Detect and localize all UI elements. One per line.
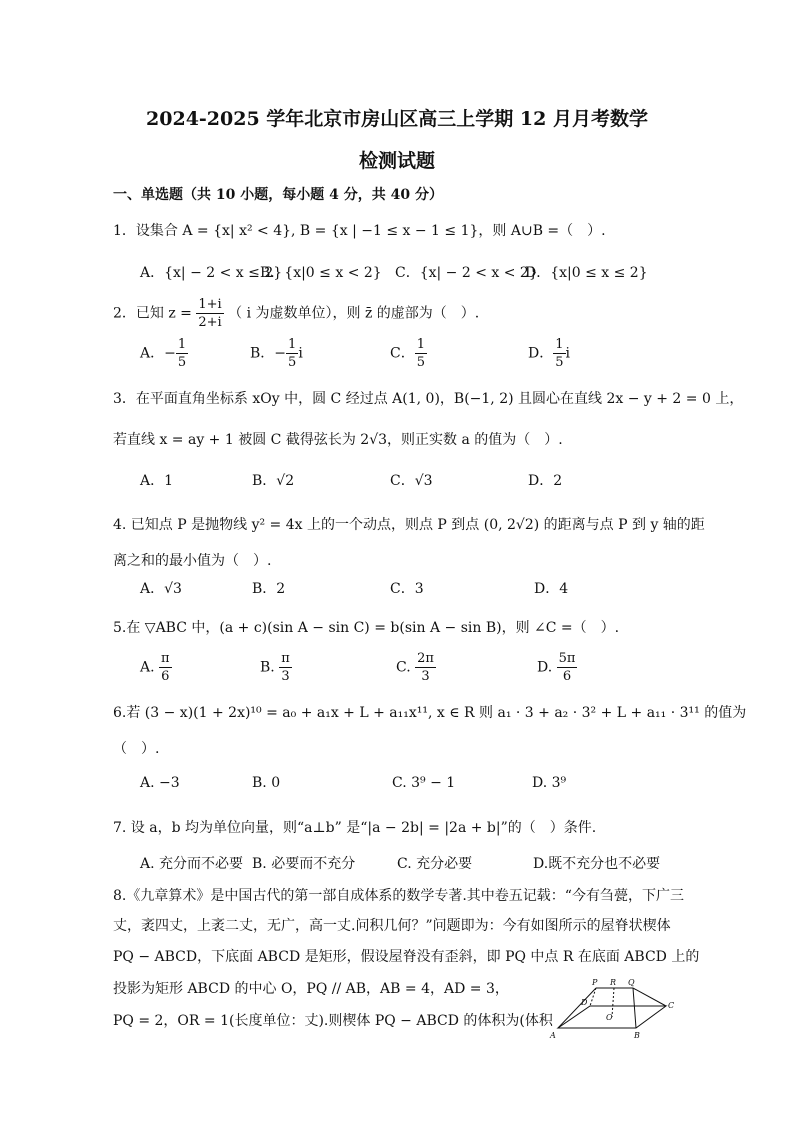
label-o: O (606, 1013, 613, 1022)
q5-option-c (396, 652, 436, 683)
q4-option-d: D．4 (534, 581, 569, 597)
q2-option-c-letter: C． (390, 345, 415, 362)
q5-option-d (537, 652, 577, 683)
q5-option-d-letter: D. (537, 659, 553, 676)
q1-option-a: A．{x| − 2 < x ≤ 2} (140, 265, 283, 281)
page-title: 2024-2025 学年北京市房山区高三上学期 12 月月考数学 (146, 108, 648, 130)
q5-option-b-letter: B. (260, 659, 275, 676)
q2-option-a-num: 1 (177, 337, 187, 352)
q5-option-a-num: π (161, 651, 170, 666)
q5-option-a-den: 6 (161, 669, 170, 684)
label-d: D (581, 998, 588, 1007)
q2-stem-pre: 2．已知 z = (113, 305, 192, 322)
q5-option-b-num: π (281, 651, 290, 666)
q7-option-c: C. 充分必要 (397, 856, 473, 872)
q2-option-d-fraction (553, 338, 565, 369)
label-b: B (634, 1031, 640, 1040)
q5-option-c-den: 3 (421, 669, 430, 684)
q2-option-d-suffix: i (565, 345, 570, 362)
q2-option-a-sign: − (164, 345, 176, 362)
edge-pa (558, 988, 596, 1028)
q4-option-a: A．√3 (140, 581, 182, 597)
q5-option-b (260, 652, 292, 683)
q5-option-a-fraction (159, 652, 172, 683)
question-8-line-4: 投影为矩形 ABCD 的中心 O，PQ // AB，AB = 4，AD = 3， (113, 981, 509, 997)
q5-option-d-fraction (557, 652, 578, 683)
q1-option-d: D．{x|0 ≤ x ≤ 2} (525, 265, 648, 281)
question-8-line-5: PQ = 2，OR = 1(长度单位：丈).则楔体 PQ − ABCD 的体积为(体积 (113, 1013, 553, 1029)
q7-option-b: B. 必要而不充分 (252, 856, 356, 872)
q5-option-c-num: 2π (417, 651, 434, 666)
question-3-stem-line-2: 若直线 x = ay + 1 被圆 C 截得弦长为 2√3，则正实数 a 的值为（ ）. (113, 432, 563, 448)
q6-option-b: B. 0 (252, 775, 281, 791)
q2-option-d-den: 5 (555, 355, 564, 370)
q5-option-a-letter: A. (140, 659, 155, 676)
question-8-line-1: 8.《九章算术》是中国古代的第一部自成体系的数学专著.其中卷五记载：“今有刍甍，下广三 (113, 888, 684, 904)
q7-option-d: D.既不充分也不必要 (533, 856, 661, 872)
q5-option-d-den: 6 (562, 669, 572, 684)
q2-option-b-sign: − (274, 345, 287, 362)
q5-option-d-num: 5π (558, 651, 576, 666)
q6-option-d: D. 3⁹ (532, 775, 567, 791)
q2-option-b-letter: B． (250, 345, 275, 362)
q2-option-c-den: 5 (416, 355, 425, 370)
q2-option-b-suffix: i (298, 345, 303, 362)
q2-option-a (140, 338, 188, 369)
q5-option-c-letter: C. (396, 659, 411, 676)
question-5-stem: 5.在 ▽ABC 中，(a + c)(sin A − sin C) = b(sin A − sin B)，则 ∠C =（ ）. (113, 620, 620, 636)
edge-qc (633, 988, 666, 1006)
q2-option-d (528, 338, 570, 369)
wedge-figure (548, 978, 676, 1042)
q1-option-c: C．{x| − 2 < x < 2} (395, 265, 538, 281)
question-3-stem-line-1: 3．在平面直角坐标系 xOy 中，圆 C 经过点 A(1, 0)，B(−1, 2) 且圆心在直线 2x − y + 2 = 0 上， (113, 391, 744, 407)
q2-option-b-fraction (286, 338, 298, 369)
q2-option-c (390, 338, 427, 369)
label-p: P (592, 978, 598, 987)
question-2-stem (113, 298, 683, 329)
question-4-stem-line-2: 离之和的最小值为（ ）. (113, 553, 272, 569)
q2-option-c-num: 1 (416, 337, 425, 352)
section-heading: 一、单选题（共 10 小题，每小题 4 分，共 40 分） (113, 187, 443, 203)
q3-option-a: A．1 (140, 473, 174, 489)
question-8-line-2: 丈，袤四丈，上袤二丈，无广，高一丈.问积几何？”问题即为：今有如图所示的屋脊状楔体 (113, 918, 671, 934)
q6-option-c: C. 3⁹ − 1 (392, 775, 456, 791)
q4-option-c: C．3 (390, 581, 424, 597)
question-7-stem: 7. 设 a，b 均为单位向量，则“a⊥b” 是“|a − 2b| = |2a + b|”的（ ）条件. (113, 820, 597, 836)
q2-option-b (250, 338, 303, 369)
q5-option-c-fraction (415, 652, 436, 683)
label-c: C (668, 1001, 675, 1010)
q3-option-d: D．2 (528, 473, 563, 489)
q2-option-b-den: 5 (288, 355, 297, 370)
q2-option-c-fraction (415, 338, 427, 369)
q2-option-a-fraction (176, 338, 188, 369)
label-a: A (550, 1031, 556, 1040)
question-6-stem-line-2: （ ）. (113, 741, 160, 757)
question-8-line-3: PQ − ABCD，下底面 ABCD 是矩形，假设屋脊没有歪斜，即 PQ 中点 R 在底面 ABCD 上的 (113, 949, 700, 965)
q4-option-b: B．2 (252, 581, 286, 597)
q5-option-a (140, 652, 172, 683)
q2-option-d-num: 1 (555, 337, 564, 352)
q2-z-fraction (196, 298, 223, 329)
q2-z-den: 2+i (198, 315, 222, 330)
q5-option-b-den: 3 (281, 669, 290, 684)
q3-option-c: C．√3 (390, 473, 433, 489)
question-4-stem-line-1: 4. 已知点 P 是抛物线 y² = 4x 上的一个动点，则点 P 到点 (0, 2√2) 的距离与点 P 到 y 轴的距 (113, 517, 705, 533)
q2-option-d-letter: D． (528, 345, 554, 362)
question-1-stem: 1．设集合 A = {x| x² < 4}, B = {x | −1 ≤ x − 1 ≤ 1}，则 A∪B =（ ）. (113, 223, 606, 239)
q2-stem-post: （ i 为虚数单位），则 z̄ 的虚部为（ ）. (228, 305, 480, 322)
q2-z-num: 1+i (198, 297, 222, 312)
label-r: R (610, 978, 617, 987)
q3-option-b: B．√2 (252, 473, 295, 489)
q2-option-a-den: 5 (177, 355, 187, 370)
page-subtitle: 检测试题 (358, 150, 435, 172)
edge-qb (633, 988, 636, 1028)
q5-option-b-fraction (279, 652, 292, 683)
question-6-stem-line-1: 6.若 (3 − x)(1 + 2x)¹⁰ = a₀ + a₁x + L + a₁₁x¹¹, x ∈ R 则 a₁ · 3 + a₂ · 3² + L + a₁₁ · 3¹¹ 的值为 (113, 705, 747, 721)
q2-option-b-num: 1 (288, 337, 297, 352)
label-q: Q (628, 978, 635, 987)
q6-option-a: A. −3 (140, 775, 180, 791)
q7-option-a: A. 充分而不必要 (140, 856, 244, 872)
q2-option-a-letter: A． (140, 345, 165, 362)
q1-option-b: B．{x|0 ≤ x < 2} (260, 265, 382, 281)
